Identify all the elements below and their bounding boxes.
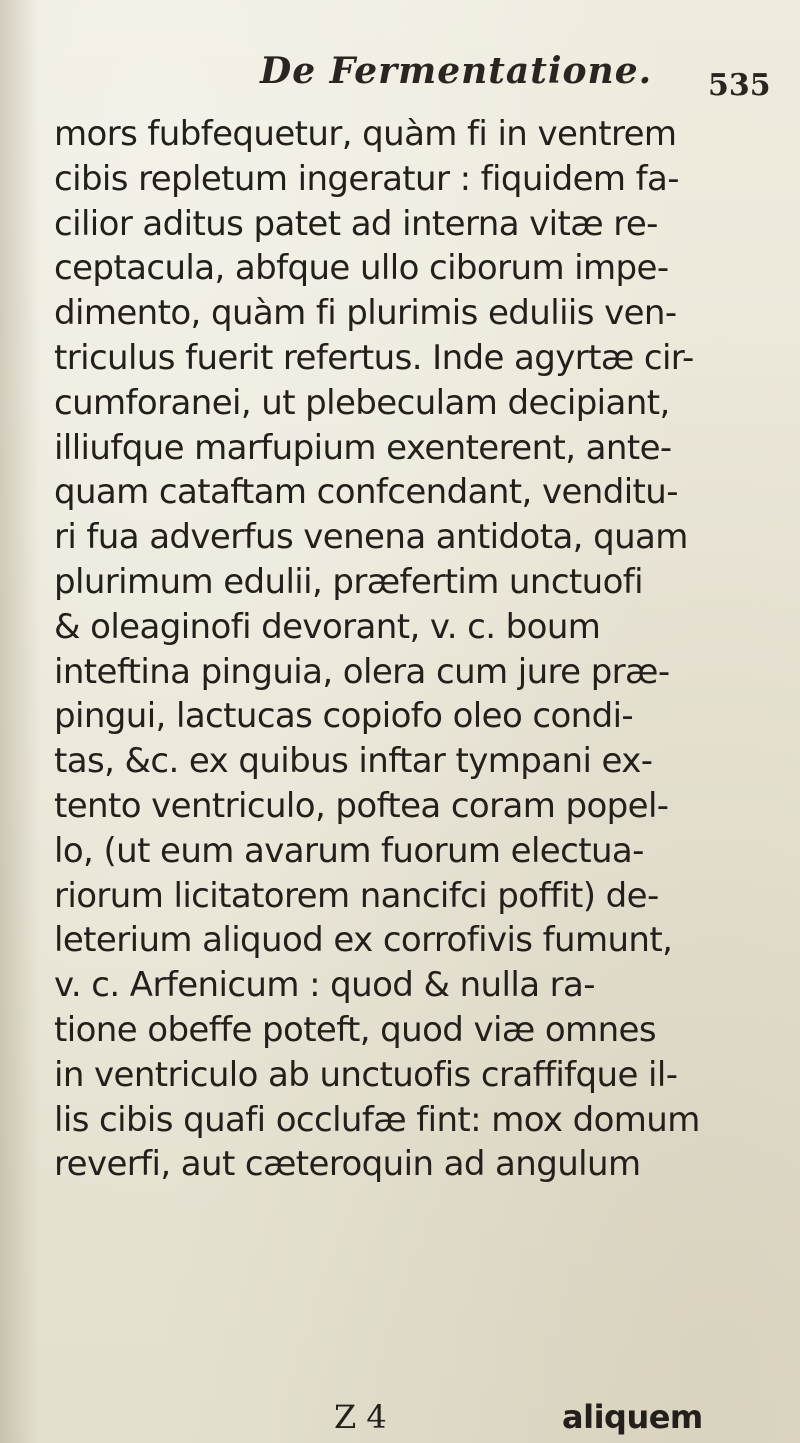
text-line-14: pingui, lactucas copiofo oleo condi- [54, 696, 634, 737]
text-line-17: lo, (ut eum avarum fuorum electua- [54, 830, 644, 871]
text-line-4: ceptacula, abfque ullo ciborum impe- [54, 248, 669, 289]
text-line-6: triculus fuerit refertus. Inde agyrtæ cir- [54, 337, 694, 378]
text-line-9: quam cataftam confcendant, venditu- [54, 472, 678, 513]
text-line-8: illiufque marfupium exenterent, ante- [54, 427, 672, 468]
body-text [54, 112, 794, 1187]
running-title: De Fermentatione. [260, 50, 653, 92]
text-line-12: & oleaginofi devorant, v. c. boum [54, 606, 601, 647]
text-line-10: ri fua adverfus venena antidota, quam [54, 517, 688, 558]
page-number: 535 [708, 68, 771, 103]
text-line-23: lis cibis quafi occlufæ fint: mox domum [54, 1099, 700, 1140]
text-line-24: reverfi, aut cæteroquin ad angulum [54, 1144, 641, 1185]
text-line-2: cibis repletum ingeratur : fiquidem fa- [54, 158, 679, 199]
running-head [0, 50, 800, 110]
text-line-11: plurimum edulii, præfertim unctuofi [54, 561, 644, 602]
text-line-5: dimento, quàm fi plurimis eduliis ven- [54, 293, 677, 334]
text-line-21: tione obeffe poteft, quod viæ omnes [54, 1009, 656, 1050]
text-line-13: inteftina pinguia, olera cum jure præ- [54, 651, 670, 692]
text-line-16: tento ventriculo, poftea coram popel- [54, 785, 669, 826]
text-line-15: tas, &c. ex quibus inftar tympani ex- [54, 741, 653, 782]
text-line-18: riorum licitatorem nancifci poffit) de- [54, 875, 659, 916]
text-line-19: leterium aliquod ex corrofivis fumunt, [54, 920, 673, 961]
text-line-3: cilior aditus patet ad interna vitæ re- [54, 203, 658, 244]
text-line-7: cumforanei, ut plebeculam decipiant, [54, 382, 670, 423]
text-line-22: in ventriculo ab unctuofis craffifque il- [54, 1054, 678, 1095]
catchline [0, 1398, 800, 1443]
catchword: aliquem [562, 1398, 703, 1436]
signature-mark: Z 4 [334, 1398, 387, 1436]
gutter-shadow [0, 0, 40, 1443]
text-line-20: v. c. Arfenicum : quod & nulla ra- [54, 965, 595, 1006]
text-line-1: mors fubfequetur, quàm fi in ventrem [54, 114, 677, 154]
